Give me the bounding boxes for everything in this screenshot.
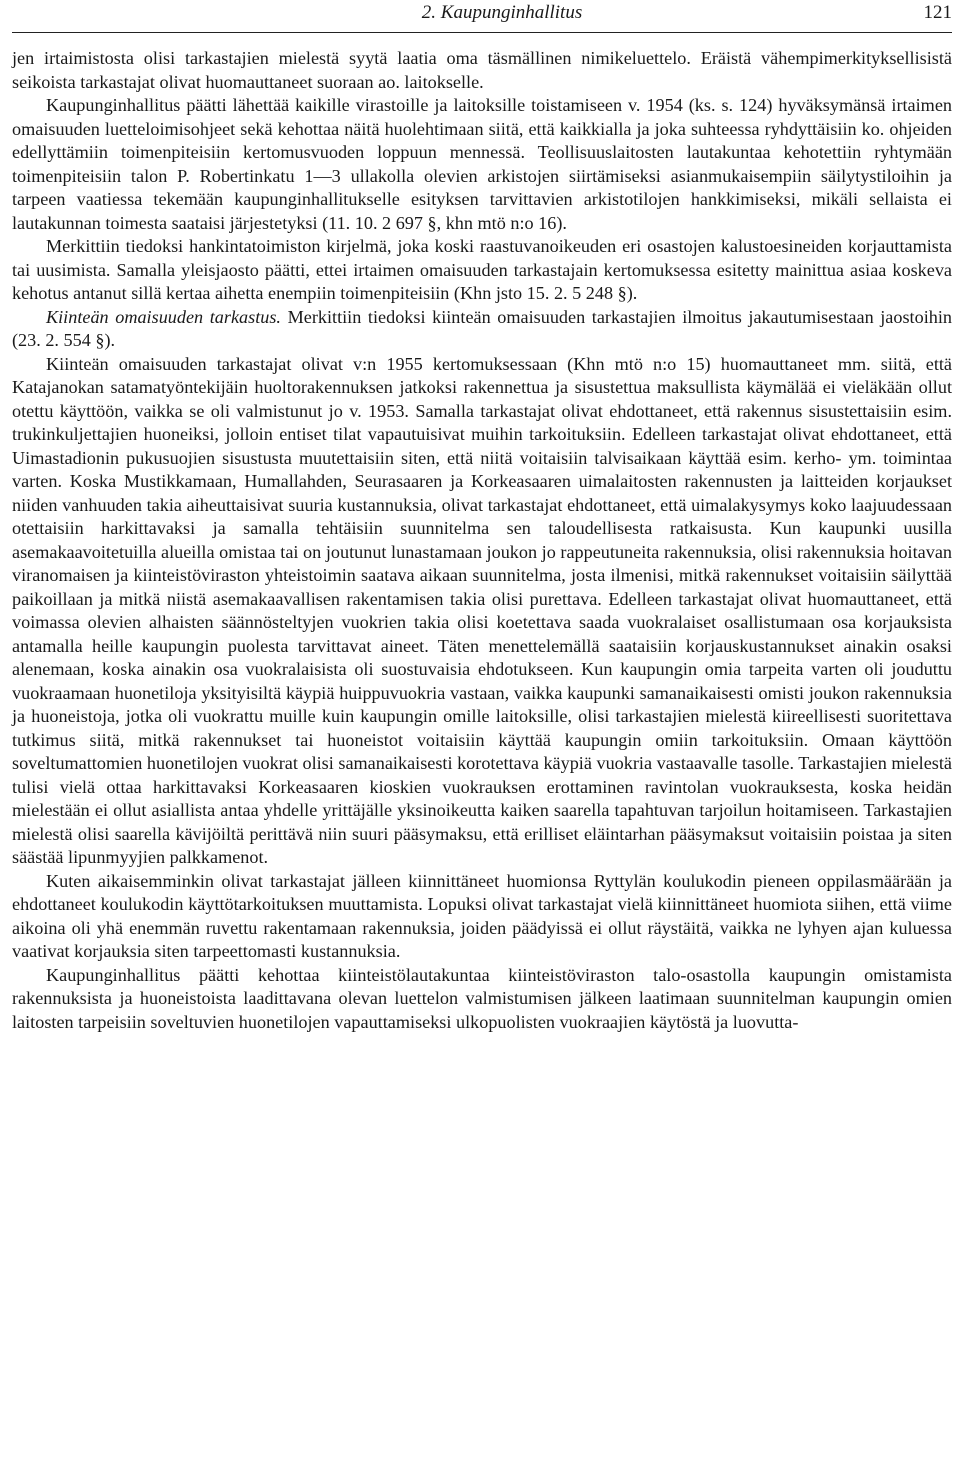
paragraph: Kiinteän omaisuuden tarkastajat olivat v:n 1955 kertomuksessaan (Khn mtö n:o 15) huomauttaneet mm. siitä, että Katajanokan satamatyöntekijäin huoltorakennuksen jatkoksi rakennettua ja sisustettua maksullista käymälää ei vieläkään ollut otettu käyttöön, vaikka se oli valmistunut jo v. 1953. Samalla tarkastajat olivat ehdottaneet, että rakennus sisustettaisiin esim. trukinkuljettajien huoneiksi, jolloin entiset tilat vapautuisivat muihin tarkoituksiin. Edelleen tarkastajat olivat ehdottaneet, että Uimastadionin pukusuojien sisustusta muutettaisiin siten, että niitä voitaisiin talvisaikaan käyttää esim. kerho- ym. toimintaa varten. Koska Mustikkamaan, Humallahden, Seurasaaren ja Korkeasaaren uimalaitosten rakennusten ja laitteiden korjaukset niiden vanhuuden takia aiheuttaisivat suuria kustannuksia, olivat tarkastajat ehdottaneet, että uimalakysymys koko laajuudessaan otettaisiin harkittavaksi ja samalla tehtäisiin suunnitelma sen taloudellisesta ratkaisusta. Kun kaupunki uusilla asemakaavoitetuilla alueilla omistaa tai on joutunut lunastamaan joukon jo rappeutuneita rakennuksia, olisi rakennuksia hoitavan viranomaisen ja kiinteistöviraston yhteistoimin saatava aikaan suunnitelma, josta ilmenisi, mitkä rakennukset voitaisiin säilyttää paikoillaan ja mitkä niistä asemakaavallisen rakentamisen takia olisi purettava. Edelleen tarkastajat olivat huomauttaneet, että voimassa olevien alhaisten säännösteltyjen vuokrien takia olisi koetettava saada vuokralaiset osallistumaan osa korjauksista antamalla heille kaupungin puolesta tarvittavat aineet. Täten menettelemällä saataisiin korjauskustannukset ainakin osaksi alenemaan, koska ainakin osa vuokralaisista oli suostuvaisia ehdotukseen. Kun kaupungin omia tarpeita varten oli jouduttu vuokraamaan huonetiloja yksityisiltä käypiä huippuvuokria vastaan, vaikka kaupunki samanaikaisesti omisti joukon rakennuksia ja huoneistoja, jotka oli vuokrattu muille kuin kaupungin omille laitoksille, olisi tarkastajien mielestä kiireellisesti suoritettava tutkimus siitä, mitkä rakennukset tai huoneistot voitaisiin käyttää kaupungin omiin tarkoituksiin. Omaan käyttöön soveltumattomien huonetilojen vuokrat olisi samanaikaisesti korotettava käypiä vuokria vastaavalle tasolle. Tarkastajien mielestä tulisi vielä ottaa harkittavaksi Korkeasaaren kioskien vuokrauksen erottaminen ravintolan vuokrauksesta, koska heidän mielestään ei ollut asiallista antaa yhdelle yrittäjälle yksinoikeutta kaiken saarella tapahtuvan tarjoilun hoitamiseen. Tarkastajien mielestä olisi saarella kävijöiltä perittävä niin suuri pääsymaksu, että erilliset eläintarhan pääsymaksut voitaisiin poistaa ja siten säästää lipunmyyjien palkkamenot. bbox=[12, 353, 952, 867]
page-number: 121 bbox=[923, 2, 952, 23]
subheading: Kiinteän omaisuuden tarkastus. bbox=[46, 306, 281, 327]
body-text bbox=[12, 47, 952, 1034]
running-header bbox=[12, 0, 952, 26]
paragraph: Merkittiin tiedoksi hankintatoimiston kirjelmä, joka koski raastuvanoikeuden eri osastojen kalustoesineiden korjauttamista tai uusimista. Samalla yleisjaosto päätti, ettei irtaimen omaisuuden tarkastajain kertomuksessa esitetty mainittua asiaa koskeva kehotus antanut sillä kertaa aihetta enempiin toimenpiteisiin (Khn jsto 15. 2. 5 248 §). bbox=[12, 236, 952, 303]
chapter-title: 2. Kaupunginhallitus bbox=[421, 2, 583, 23]
document-page bbox=[12, 0, 952, 1475]
header-rule bbox=[12, 32, 952, 33]
paragraph: Kuten aikaisemminkin olivat tarkastajat jälleen kiinnittäneet huomionsa Ryttylän koulukodin pieneen oppilasmäärään ja ehdottaneet koulukodin käyttötarkoituksen muuttamista. Lopuksi olivat tarkastajat vielä kiinnittäneet huomiota siihen, että viime aikoina oli yhä enemmän ruvettu rakentamaan rakennuksia, joiden päädyissä ei ollut räystäitä, vaikka ne lyhyen ajan kuluessa vaativat korjauksia siten tarpeettomasti kustannuksia. bbox=[12, 870, 952, 961]
paragraph-text: Merkittiin tiedoksi kiinteän omaisuuden tarkastajien ilmoitus jakautumisestaan jaostoihin (23. 2. 554 §). bbox=[12, 306, 952, 350]
paragraph: Kaupunginhallitus päätti kehottaa kiinteistölautakuntaa kiinteistöviraston talo-osastolla kaupungin omistamista rakennuksista ja huoneistoista laadittavana olevan luettelon valmistumisen jälkeen laatimaan suunnitelman kaupungin omien laitosten tarpeisiin soveltuvien huonetilojen vapauttamiseksi ulkopuolisten vuokraajien käytöstä ja luovutta- bbox=[12, 964, 952, 1032]
paragraph-with-subheading bbox=[12, 306, 952, 353]
paragraph: Kaupunginhallitus päätti lähettää kaikille virastoille ja laitoksille toistamiseen v. 1954 (ks. s. 124) hyväksymänsä irtaimen omaisuuden luetteloimisohjeet sekä kehottaa näitä huolehtimaan siitä, että kaikkialla ja joka suhteessa ryhdyttäisiin ko. ohjeiden edellyttämiin toimenpiteisiin kertomusvuoden loppuun mennessä. Teollisuuslaitosten lautakuntaa kehotettiin ryhtymään toimenpiteisiin talon P. Robertinkatu 1—3 ullakolla olevien arkistojen siirtämiseksi asianmukaisempiin säilytystiloihin ja tarpeen vaatiessa tekemään kaupunginhallitukselle esityksen tarvittavien arkistotilojen hankkimiseksi, mikäli sellaista ei lautakunnan toimesta saataisi järjestetyksi (11. 10. 2 697 §, khn mtö n:o 16). bbox=[12, 95, 952, 233]
paragraph: jen irtaimistosta olisi tarkastajien mielestä syytä laatia oma täsmällinen nimikeluettelo. Eräistä vähempimerkityksellisistä seikoista tarkastajat olivat huomauttaneet suoraan ao. laitokselle. bbox=[12, 48, 952, 92]
